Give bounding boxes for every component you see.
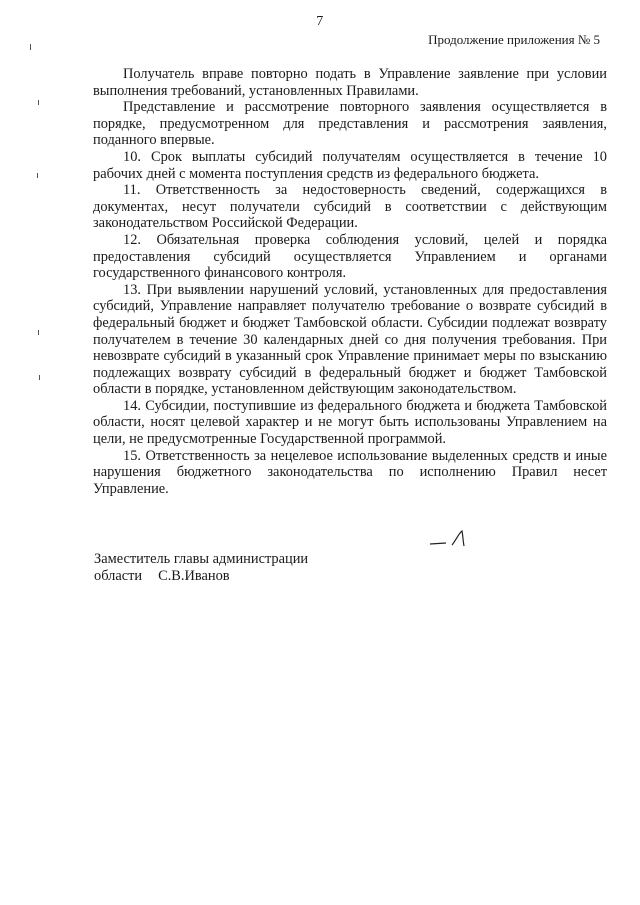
signatory-org: области <box>94 567 143 584</box>
paragraph: 12. Обязательная проверка соблюдения условий, целей и порядка предоставления субсидий осуществляется Управлением и органами государственного финансового контроля. <box>93 231 607 282</box>
signatory-org-line <box>94 568 308 585</box>
paragraph: Получатель вправе повторно подать в Управление заявление при условии выполнения требований, установленных Правилами. <box>93 66 607 99</box>
paragraph: 14. Субсидии, поступившие из федерального бюджета и бюджета Тамбовской области, носят целевой характер и не могут быть использованы Управлением на цели, не предусмотренные Государственной программой. <box>93 397 607 448</box>
signature-mark-icon <box>428 528 472 550</box>
paragraph: 10. Срок выплаты субсидий получателям осуществляется в течение 10 рабочих дней с момента поступления средств из федерального бюджета. <box>93 148 607 182</box>
appendix-continuation-label: Продолжение приложения № 5 <box>428 32 600 47</box>
scan-artifact <box>39 375 40 380</box>
scan-artifact <box>37 173 38 178</box>
signatory-position: Заместитель главы администрации <box>94 551 309 567</box>
scan-artifact <box>30 44 31 50</box>
paragraph: Представление и рассмотрение повторного заявления осуществляется в порядке, предусмотренном для представления и рассмотрения заявления, поданного впервые. <box>93 99 607 149</box>
document-body <box>93 66 607 497</box>
paragraph: 15. Ответственность за нецелевое использование выделенных средств и иные нарушения бюджетного законодательства по исполнению Правил несет Управление. <box>93 447 607 497</box>
signature-block <box>94 551 308 584</box>
scan-artifact <box>38 330 39 335</box>
paragraph: 11. Ответственность за недостоверность сведений, содержащихся в документах, несут получатели субсидий в соответствии с действующим законодательством Российской Федерации. <box>93 182 607 232</box>
signatory-name: С.В.Иванов <box>158 567 230 584</box>
paragraph: 13. При выявлении нарушений условий, установленных для предоставления субсидий, Управление направляет получателю требование о возврате субсидий в федеральный бюджет и бюджет Тамбовской области. Субсидии подлежат возврату получателем в течение 30 календарных дней со дня получения требования. При невозврате субсидий в указанный срок Управление принимает меры по взысканию подлежащих возврату субсидий в федеральный бюджет и бюджет Тамбовской области в порядке, установленном действующим законодательством. <box>93 281 607 398</box>
page-number: 7 <box>316 14 324 29</box>
scan-artifact <box>38 100 39 105</box>
